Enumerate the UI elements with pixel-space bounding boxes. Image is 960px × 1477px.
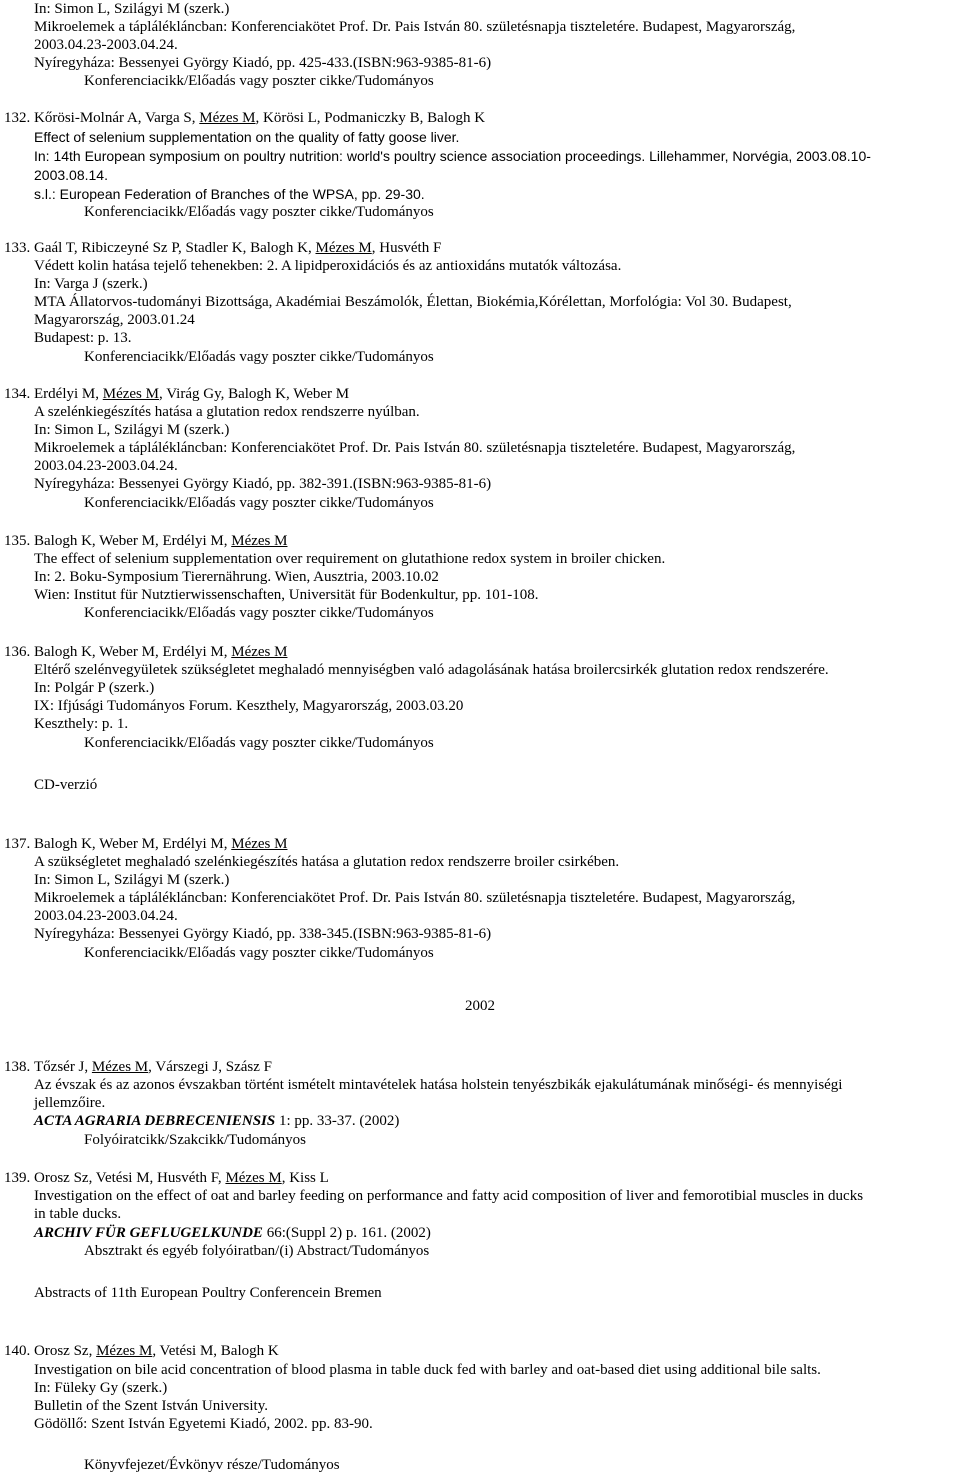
- date-line: 2003.08.14.: [34, 167, 108, 183]
- conference-line: Mikroelemek a táplálékláncban: Konferenciakötet Prof. Dr. Pais István 80. születésnapja tiszteletére. Budapest, Magyarország,: [34, 890, 796, 906]
- conference-line: In: 2. Boku-Symposium Tierernährung. Wien, Ausztria, 2003.10.02: [34, 569, 439, 585]
- publisher-line: Keszthely: p. 1.: [34, 716, 129, 732]
- publication-type: Folyóiratcikk/Szakcikk/Tudományos: [84, 1132, 306, 1148]
- journal-line: ARCHIV FÜR GEFLUGELKUNDE 66:(Suppl 2) p. 161. (2002): [34, 1225, 431, 1241]
- entry-number: 135.: [4, 533, 31, 549]
- editor-line: In: Polgár P (szerk.): [34, 680, 155, 696]
- entry-title: Védett kolin hatása tejelő tehenekben: 2. A lipidperoxidációs és az antioxidáns mutatók változása.: [34, 258, 622, 274]
- entry-title: Eltérő szelénvegyületek szükségletet meghaladó mennyiségben való adagolásának hatása broilercsirkék glutation redox rendszerére.: [34, 662, 829, 678]
- publisher-line: Budapest: p. 13.: [34, 330, 132, 346]
- highlighted-author: Mézes M: [102, 386, 159, 402]
- highlighted-author: Mézes M: [315, 240, 372, 256]
- entry-number: 132.: [4, 110, 31, 126]
- publisher-line: Nyíregyháza: Bessenyei György Kiadó, pp. 338-345.(ISBN:963-9385-81-6): [34, 926, 492, 942]
- highlighted-author: Mézes M: [91, 1059, 149, 1075]
- conference-line: MTA Állatorvos-tudományi Bizottsága, Akadémiai Beszámolók, Élettan, Biokémia,Kórélettan, Morfológia: Vol 30. Budapest,: [34, 294, 792, 310]
- entry-title: The effect of selenium supplementation over requirement on glutathione redox system in broiler chicken.: [34, 551, 666, 567]
- authors-line: Gaál T, Ribiczeyné Sz P, Stadler K, Balogh K, Mézes M, Husvéth F: [34, 240, 442, 256]
- date-line: 2003.04.23-2003.04.24.: [34, 37, 178, 53]
- journal-name: ACTA AGRARIA DEBRECENIENSIS: [34, 1113, 276, 1129]
- entry-title-continued: in table ducks.: [34, 1206, 122, 1222]
- authors-line: Balogh K, Weber M, Erdélyi M, Mézes M: [34, 644, 288, 660]
- authors-line: Balogh K, Weber M, Erdélyi M, Mézes M: [34, 533, 288, 549]
- year-heading: 2002: [465, 998, 495, 1014]
- publisher-line: Wien: Institut für Nutztierwissenschaften, Universität für Bodenkultur, pp. 101-108.: [34, 587, 539, 603]
- publication-type: Konferenciacikk/Előadás vagy poszter cikke/Tudományos: [84, 735, 434, 751]
- authors-line: Balogh K, Weber M, Erdélyi M, Mézes M: [34, 836, 288, 852]
- publication-type: Konferenciacikk/Előadás vagy poszter cikke/Tudományos: [84, 945, 434, 961]
- date-line: 2003.04.23-2003.04.24.: [34, 458, 178, 474]
- publisher-line: s.l.: European Federation of Branches of the WPSA, pp. 29-30.: [34, 186, 425, 202]
- conference-line: In: 14th European symposium on poultry nutrition: world's poultry science association proceedings. Lillehammer, Norvégia, 2003.08.10-: [34, 148, 871, 164]
- entry-title: Investigation on the effect of oat and barley feeding on performance and fatty acid composition of liver and femorotibial muscles in ducks: [34, 1188, 864, 1204]
- journal-name: ARCHIV FÜR GEFLUGELKUNDE: [34, 1225, 263, 1241]
- publication-type: Konferenciacikk/Előadás vagy poszter cikke/Tudományos: [84, 349, 434, 365]
- editor-line: In: Varga J (szerk.): [34, 276, 148, 292]
- series-line: Bulletin of the Szent István University.: [34, 1398, 268, 1414]
- entry-number: 136.: [4, 644, 31, 660]
- conference-line: Mikroelemek a táplálékláncban: Konferenciakötet Prof. Dr. Pais István 80. születésnapja tiszteletére. Budapest, Magyarország,: [34, 19, 796, 35]
- entry-number: 134.: [4, 386, 31, 402]
- publisher-line: Gödöllő: Szent István Egyetemi Kiadó, 2002. pp. 83-90.: [34, 1416, 373, 1432]
- entry-title: Az évszak és az azonos évszakban történt ismételt mintavételek hatása holstein tenyészbikák ejakulátumának minőségi- és mennyiségi: [34, 1077, 843, 1093]
- publication-type: Konferenciacikk/Előadás vagy poszter cikke/Tudományos: [84, 73, 434, 89]
- entry-title: Effect of selenium supplementation on the quality of fatty goose liver.: [34, 129, 460, 145]
- date-line: 2003.04.23-2003.04.24.: [34, 908, 178, 924]
- highlighted-author: Mézes M: [231, 836, 288, 852]
- publisher-line: Nyíregyháza: Bessenyei György Kiadó, pp. 425-433.(ISBN:963-9385-81-6): [34, 55, 492, 71]
- editor-line: In: Simon L, Szilágyi M (szerk.): [34, 872, 230, 888]
- highlighted-author: Mézes M: [96, 1343, 153, 1359]
- highlighted-author: Mézes M: [231, 533, 288, 549]
- entry-title: A szükségletet meghaladó szelénkiegészítés hatása a glutation redox rendszerre broiler csirkében.: [34, 854, 620, 870]
- entry-number: 138.: [4, 1059, 31, 1075]
- highlighted-author: Mézes M: [199, 110, 256, 126]
- authors-line: Kőrösi-Molnár A, Varga S, Mézes M, Körösi L, Podmaniczky B, Balogh K: [34, 110, 486, 126]
- entry-title: A szelénkiegészítés hatása a glutation redox rendszerre nyúlban.: [34, 404, 420, 420]
- publisher-line: Nyíregyháza: Bessenyei György Kiadó, pp. 382-391.(ISBN:963-9385-81-6): [34, 476, 492, 492]
- entry-number: 140.: [4, 1343, 31, 1359]
- publication-type: Könyvfejezet/Évkönyv része/Tudományos: [84, 1457, 340, 1473]
- entry-number: 133.: [4, 240, 31, 256]
- entry-number: 137.: [4, 836, 31, 852]
- editor-line: In: Simon L, Szilágyi M (szerk.): [34, 422, 230, 438]
- entry-title: Investigation on bile acid concentration of blood plasma in table duck fed with barley and oat-based diet using additional bile salts.: [34, 1362, 821, 1378]
- authors-line: Erdélyi M, Mézes M, Virág Gy, Balogh K, Weber M: [34, 386, 350, 402]
- publication-type: Konferenciacikk/Előadás vagy poszter cikke/Tudományos: [84, 605, 434, 621]
- highlighted-author: Mézes M: [225, 1170, 282, 1186]
- entry-note: Abstracts of 11th European Poultry Conferencein Bremen: [34, 1285, 382, 1301]
- editor-line: In: Füleky Gy (szerk.): [34, 1380, 168, 1396]
- entry-title-continued: jellemzőire.: [34, 1095, 106, 1111]
- authors-line: Orosz Sz, Mézes M, Vetési M, Balogh K: [34, 1343, 279, 1359]
- entry-number: 139.: [4, 1170, 31, 1186]
- publication-type: Konferenciacikk/Előadás vagy poszter cikke/Tudományos: [84, 204, 434, 220]
- editor-line: In: Simon L, Szilágyi M (szerk.): [34, 1, 230, 17]
- journal-line: ACTA AGRARIA DEBRECENIENSIS 1: pp. 33-37. (2002): [34, 1113, 400, 1129]
- conference-line: IX: Ifjúsági Tudományos Forum. Keszthely, Magyarország, 2003.03.20: [34, 698, 464, 714]
- authors-line: Tőzsér J, Mézes M, Várszegi J, Szász F: [34, 1059, 273, 1075]
- authors-line: Orosz Sz, Vetési M, Husvéth F, Mézes M, Kiss L: [34, 1170, 329, 1186]
- entry-note: CD-verzió: [34, 777, 98, 793]
- highlighted-author: Mézes M: [231, 644, 288, 660]
- date-line: Magyarország, 2003.01.24: [34, 312, 195, 328]
- publication-type: Konferenciacikk/Előadás vagy poszter cikke/Tudományos: [84, 495, 434, 511]
- publication-type: Absztrakt és egyéb folyóiratban/(i) Abstract/Tudományos: [84, 1243, 430, 1259]
- conference-line: Mikroelemek a táplálékláncban: Konferenciakötet Prof. Dr. Pais István 80. születésnapja tiszteletére. Budapest, Magyarország,: [34, 440, 796, 456]
